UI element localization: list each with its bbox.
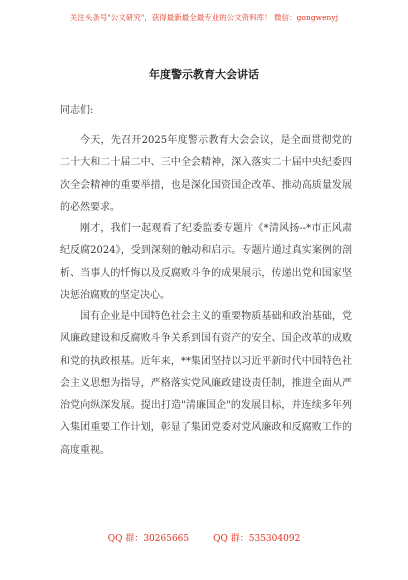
- paragraph-2: 刚才，我们一起观看了纪委监委专题片《*清风扬--*市正风肃纪反腐2024》，受到深刻的触动和启示。专题片通过真实案例的剖析、当事人的忏悔以及反腐败斗争的成果展示，传递出党和国家坚决惩治腐败的坚定决心。: [60, 223, 352, 301]
- header-promo-note: 关注头条号"公文研究"，获得最新最全最专业的公文资料库！ 微信：gongwenyj: [69, 13, 339, 22]
- footer-contact: [0, 531, 408, 544]
- greeting: 同志们:: [60, 105, 94, 116]
- paragraph-1: 今天，先召开2025年度警示教育大会会议，是全面贯彻党的二十大和二十届二中、三中全会精神，深入落实二十届中央纪委四次全会精神的重要举措，也是深化国资国企改革、推动高质量发展的必然要求。: [60, 135, 352, 213]
- paragraph-3: 国有企业是中国特色社会主义的重要物质基础和政治基础，党风廉政建设和反腐败斗争关系到国有资产的安全、国企改革的成败和党的执政根基。近年来，**集团坚持以习近平新时代中国特色社会主义思想为指导，严格落实党风廉政建设责任制，推进全面从严治党向纵深发展。提出打造"清廉国企"的发展目标，并连续多年列入集团重要工作计划，彰显了集团党委对党风廉政和反腐败工作的高度重视。: [60, 311, 352, 456]
- footer-qq-group-1: QQ 群：30265665: [107, 534, 190, 544]
- document-title: 年度警示教育大会讲话: [149, 68, 259, 81]
- footer-qq-group-2: QQ 群：535304092: [213, 534, 301, 544]
